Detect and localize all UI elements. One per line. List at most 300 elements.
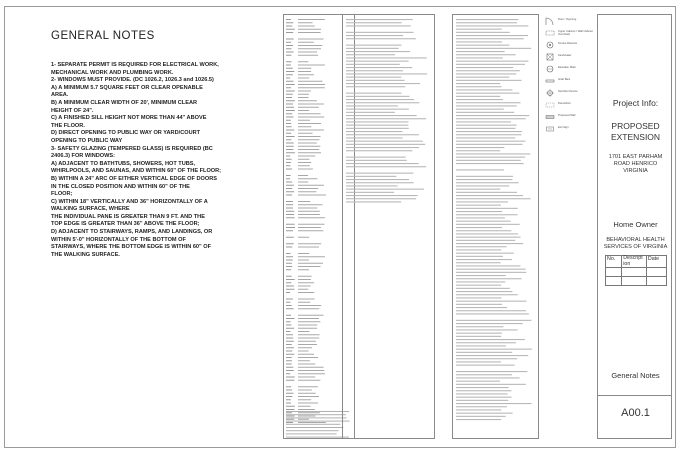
abbreviation-code <box>286 399 291 400</box>
abbreviation-code <box>286 292 290 293</box>
note-line: C) A FINISHED SILL HEIGHT NOT MORE THAN 44" ABOVE <box>51 115 207 122</box>
text-line <box>346 144 425 145</box>
text-line <box>346 201 401 202</box>
abbreviation-meaning <box>298 224 325 225</box>
note-line: IN THE CLOSED POSITION AND WITHIN 60" OF THE <box>51 183 190 190</box>
abbreviation-code <box>286 214 294 215</box>
abbreviation-meaning <box>298 279 311 280</box>
note-line: 1- SEPARATE PERMIT IS REQUIRED FOR ELECTRICAL WORK, <box>51 62 219 68</box>
symbol-label: Proposed Wall <box>558 114 576 117</box>
text-line <box>346 77 401 78</box>
abbreviation-meaning <box>298 87 325 88</box>
text-line <box>346 96 410 97</box>
abbreviation-meaning <box>298 256 325 257</box>
abbreviation-meaning <box>298 94 309 95</box>
abbreviation-code <box>286 55 291 56</box>
text-line <box>456 326 503 327</box>
text-line <box>456 297 502 298</box>
text-line <box>346 48 399 49</box>
symbol-label: Smoke Detector <box>558 42 578 45</box>
text-line <box>456 419 501 420</box>
text-line <box>456 38 524 39</box>
text-line <box>346 67 412 68</box>
abbreviation-meaning <box>298 159 310 160</box>
abbreviation-meaning <box>298 191 316 192</box>
text-line <box>456 22 517 23</box>
abbreviation-meaning <box>298 104 324 105</box>
text-line <box>456 198 531 199</box>
abbreviation-meaning <box>298 126 311 127</box>
abbreviation-meaning <box>298 243 321 244</box>
abbreviation-meaning <box>298 182 308 183</box>
text-line <box>456 409 501 410</box>
text-line <box>346 45 401 46</box>
abbreviation-meaning <box>298 292 314 293</box>
abbreviation-meaning <box>298 113 321 114</box>
note-line: 2- WINDOWS MUST PROVIDE. (DC 1026.2, 1026.3 and 1026.5) <box>51 77 214 84</box>
text-line <box>456 342 516 343</box>
abbreviation-code <box>286 256 293 257</box>
text-line <box>456 397 512 398</box>
abbreviation-meaning <box>298 61 308 62</box>
text-line <box>346 51 410 52</box>
abbreviation-code <box>286 377 295 378</box>
abbreviation-code <box>286 84 295 85</box>
note-line: WHIRLPOOLS, AND SAUNAS, AND WITHIN 60" OF THE FLOOR; <box>51 168 222 175</box>
project-name-line-1: PROPOSED <box>611 121 660 131</box>
text-line <box>346 32 414 33</box>
text-line <box>346 109 409 110</box>
abbreviation-code <box>286 29 295 30</box>
abbreviation-meaning <box>298 390 312 391</box>
symbol-label: Fan/Heater <box>558 54 572 57</box>
abbreviation-meaning <box>298 165 310 166</box>
abbreviation-meaning <box>298 328 317 329</box>
text-line <box>456 329 518 330</box>
abbreviation-code <box>286 286 294 287</box>
abbreviation-meaning <box>298 208 317 209</box>
abbreviation-code <box>286 334 293 335</box>
note-line: AREA. <box>51 92 69 99</box>
abbreviation-meaning <box>298 253 309 254</box>
text-line <box>456 358 517 359</box>
text-line <box>346 57 427 58</box>
text-line <box>346 185 398 186</box>
text-line <box>456 217 505 218</box>
symbol-label: Grab Bars <box>558 78 571 81</box>
title-divider <box>598 395 671 396</box>
text-line <box>456 77 509 78</box>
abbreviation-code <box>286 117 294 118</box>
abbreviation-meaning <box>298 344 317 345</box>
abbreviation-code <box>286 351 292 352</box>
abbreviation-code <box>286 149 293 150</box>
abbreviation-code <box>286 416 295 417</box>
abbreviation-meaning <box>298 152 321 153</box>
text-line <box>456 387 509 388</box>
text-line <box>346 22 402 23</box>
abbreviation-code <box>286 354 294 355</box>
text-line <box>346 157 406 158</box>
abbreviation-code <box>286 305 292 306</box>
abbreviation-code <box>286 282 291 283</box>
abbreviation-meaning <box>298 351 309 352</box>
revision-table <box>605 255 667 286</box>
abbreviation-code <box>286 22 293 23</box>
revision-row <box>606 268 667 277</box>
abbreviation-code <box>286 208 293 209</box>
abbreviation-code <box>286 32 293 33</box>
abbreviation-meaning <box>298 139 320 140</box>
abbreviation-code <box>286 152 295 153</box>
abbreviation-code <box>286 81 293 82</box>
text-line <box>456 144 523 145</box>
revision-row <box>606 277 667 286</box>
text-line <box>346 121 408 122</box>
abbreviation-meaning <box>298 110 309 111</box>
text-line <box>456 67 513 68</box>
text-line <box>456 301 527 302</box>
text-line <box>456 288 510 289</box>
text-line <box>456 406 507 407</box>
abbreviation-meaning <box>298 175 308 176</box>
abbreviation-code <box>286 19 291 20</box>
abbreviation-meaning <box>298 302 310 303</box>
abbreviation-code <box>286 318 295 319</box>
note-line: D) DIRECT OPENING TO PUBLIC WAY OR YARD/COURT <box>51 130 201 137</box>
text-line <box>456 134 522 135</box>
abbreviation-code <box>286 419 294 420</box>
text-line <box>456 48 531 49</box>
text-line <box>456 333 502 334</box>
abbreviation-meaning <box>298 318 319 319</box>
abbreviation-meaning <box>298 416 315 417</box>
text-line <box>456 192 517 193</box>
abbreviation-meaning <box>298 406 311 407</box>
text-line <box>456 246 507 247</box>
text-line <box>456 19 518 20</box>
smoke-detector-icon <box>545 40 555 50</box>
abbreviation-meaning <box>298 237 309 238</box>
text-line <box>456 54 516 55</box>
abbreviation-code <box>286 201 293 202</box>
specification-column-1 <box>342 14 435 439</box>
text-line <box>346 192 394 193</box>
note-line: 2406.3) FOR WINDOWS: <box>51 153 116 160</box>
footnote-line <box>286 417 347 418</box>
symbol-label: Door / Opening <box>558 18 577 21</box>
abbreviation-meaning <box>298 347 312 348</box>
abbreviation-code <box>286 94 293 95</box>
symbol-row <box>545 16 597 28</box>
footnote-line <box>286 437 349 438</box>
specification-text-lines-1 <box>343 15 435 439</box>
abbreviation-meaning <box>298 143 317 144</box>
abbreviation-code <box>286 406 295 407</box>
abbreviation-code <box>286 422 293 423</box>
abbreviation-meaning <box>298 403 318 404</box>
abbreviation-code <box>286 191 294 192</box>
text-line <box>456 150 500 151</box>
abbreviation-code <box>286 338 293 339</box>
note-line: B) A MINIMUM CLEAR WIDTH OF 20', MINIMUM CLEAR <box>51 99 198 106</box>
abbreviation-code <box>286 263 292 264</box>
abbreviation-meaning <box>298 325 317 326</box>
abbreviation-meaning <box>298 45 322 46</box>
text-line <box>346 73 427 74</box>
text-line <box>456 64 525 65</box>
abbreviation-meaning <box>298 97 309 98</box>
note-line: B) WITHIN A 24" ARC OF EITHER VERTICAL EDGE OF DOORS <box>51 175 218 182</box>
text-line <box>456 272 526 273</box>
text-line <box>456 201 508 202</box>
abbreviation-code <box>286 175 291 176</box>
abbreviation-meaning <box>298 130 324 131</box>
text-line <box>456 115 529 116</box>
abbreviation-code <box>286 299 293 300</box>
symbol-row <box>545 28 597 40</box>
abbreviation-code <box>286 347 294 348</box>
abbreviation-meaning <box>298 71 311 72</box>
abbreviation-meaning <box>298 393 316 394</box>
abbreviation-meaning <box>298 84 325 85</box>
note-line: D) ADJACENT TO STAIRWAYS, RAMPS, AND LANDINGS, OR <box>51 229 213 236</box>
abbreviation-code <box>286 78 290 79</box>
text-line <box>456 86 501 87</box>
text-line <box>456 243 523 244</box>
text-line <box>456 163 524 164</box>
text-line <box>456 176 513 177</box>
abbreviation-meaning <box>298 380 320 381</box>
abbreviation-code <box>286 341 294 342</box>
text-line <box>456 102 521 103</box>
abbreviation-code <box>286 146 294 147</box>
text-line <box>456 214 518 215</box>
grab-bar-icon <box>545 76 555 86</box>
text-line <box>346 179 409 180</box>
general-notes-body <box>51 62 271 259</box>
abbreviation-meaning <box>298 78 309 79</box>
symbol-label: Exit Sign <box>558 126 569 129</box>
text-line <box>456 25 528 26</box>
abbreviation-code <box>286 367 293 368</box>
abbreviation-code <box>286 130 294 131</box>
text-line <box>346 99 414 100</box>
text-line <box>346 61 409 62</box>
text-line <box>456 307 507 308</box>
abbreviation-code <box>286 136 295 137</box>
abbreviation-code <box>286 61 292 62</box>
abbreviation-meaning <box>298 227 321 228</box>
rev-col-no: No. <box>606 256 622 268</box>
abbreviation-code <box>286 74 293 75</box>
abbreviation-meaning <box>298 321 320 322</box>
abbreviation-code <box>286 42 291 43</box>
text-line <box>456 259 512 260</box>
text-line <box>456 221 511 222</box>
proposed-wall-icon <box>545 112 555 122</box>
abbreviation-meaning <box>298 39 324 40</box>
abbreviation-code <box>286 386 291 387</box>
text-line <box>456 403 532 404</box>
abbreviation-code <box>286 325 291 326</box>
abbreviation-meaning <box>298 364 315 365</box>
text-line <box>456 83 500 84</box>
abbreviation-meaning <box>298 120 310 121</box>
note-line: WITHIN 5'-0" HORIZONTALLY OF THE BOTTOM OF <box>51 236 186 243</box>
text-line <box>456 131 522 132</box>
text-line <box>346 70 403 71</box>
abbreviation-code <box>286 227 295 228</box>
symbol-row <box>545 112 597 124</box>
abbreviation-meaning <box>298 230 323 231</box>
symbol-row <box>545 100 597 112</box>
abbreviation-code <box>286 91 295 92</box>
abbreviation-code <box>286 224 295 225</box>
text-line <box>456 29 502 30</box>
project-info-label: Project Info: <box>612 98 659 108</box>
text-line <box>346 86 405 87</box>
exit-sign-icon <box>545 124 555 134</box>
abbreviation-code <box>286 247 292 248</box>
abbreviation-meaning <box>298 373 325 374</box>
abbreviation-code <box>286 243 294 244</box>
abbreviation-code <box>286 100 295 101</box>
symbol-row <box>545 40 597 52</box>
abbreviation-code <box>286 45 293 46</box>
footnote-line <box>286 433 337 434</box>
note-line: STAIRWAYS, WHERE THE BOTTOM EDGE IS WITHIN 60" OF <box>51 244 212 251</box>
rev-col-description: Descript ion <box>622 256 647 268</box>
text-line <box>346 141 423 142</box>
text-line <box>456 291 513 292</box>
abbreviation-meaning <box>298 136 321 137</box>
abbreviation-code <box>286 237 294 238</box>
text-line <box>456 208 518 209</box>
abbreviation-meaning <box>298 91 311 92</box>
text-line <box>456 211 502 212</box>
text-line <box>456 365 515 366</box>
abbreviation-meaning <box>298 338 319 339</box>
text-line <box>346 131 402 132</box>
abbreviation-meaning <box>298 331 309 332</box>
title-block <box>597 14 672 439</box>
text-line <box>346 118 426 119</box>
text-line <box>346 137 403 138</box>
text-line <box>456 125 517 126</box>
revision-header-row <box>606 256 667 268</box>
abbreviation-code <box>286 107 294 108</box>
text-line <box>456 141 526 142</box>
footnote-line <box>286 430 339 431</box>
abbreviation-meaning <box>298 211 320 212</box>
text-line <box>456 157 525 158</box>
text-line <box>456 45 510 46</box>
text-line <box>456 57 503 58</box>
text-line <box>456 281 505 282</box>
text-line <box>346 147 419 148</box>
fan-icon <box>545 52 555 62</box>
text-line <box>456 112 514 113</box>
text-line <box>456 32 510 33</box>
abbreviation-meaning <box>298 19 325 20</box>
abbreviation-code <box>286 110 295 111</box>
abbreviation-code <box>286 182 292 183</box>
abbreviation-code <box>286 393 294 394</box>
abbreviation-code <box>286 113 292 114</box>
abbreviation-meaning <box>298 422 326 423</box>
project-name-line-2: EXTENSION <box>610 132 661 142</box>
text-line <box>346 128 409 129</box>
text-line <box>346 176 396 177</box>
text-line <box>456 41 502 42</box>
text-line <box>456 265 521 266</box>
abbreviation-meaning <box>298 32 321 33</box>
note-line: A) ADJACENT TO BATHTUBS, SHOWERS, HOT TUBS, <box>51 160 196 167</box>
text-line <box>456 109 504 110</box>
text-line <box>456 262 501 263</box>
specification-column-2 <box>452 14 539 439</box>
abbreviation-meaning <box>298 100 317 101</box>
abbreviation-meaning <box>298 315 324 316</box>
text-line <box>346 182 414 183</box>
abbreviation-code <box>286 266 292 267</box>
abbreviation-code <box>286 315 291 316</box>
text-line <box>346 80 405 81</box>
sprinkler-icon <box>545 88 555 98</box>
abbreviation-code <box>286 308 294 309</box>
abbreviation-meaning <box>298 305 321 306</box>
text-line <box>456 89 512 90</box>
text-line <box>456 96 500 97</box>
text-line <box>456 185 509 186</box>
abbreviation-meaning <box>298 149 319 150</box>
abbreviation-meaning <box>298 354 314 355</box>
note-line: THE INDIVIDUAL PANE IS GREATER THAN 9 FT. AND THE <box>51 213 205 220</box>
abbreviation-code <box>286 344 292 345</box>
text-line <box>456 323 523 324</box>
abbreviation-meaning <box>298 247 319 248</box>
text-line <box>456 269 526 270</box>
abbreviation-code <box>286 357 292 358</box>
symbol-label: Demolition <box>558 102 571 105</box>
text-line <box>346 134 419 135</box>
abbreviation-code <box>286 26 292 27</box>
text-line <box>456 336 501 337</box>
text-line <box>456 249 501 250</box>
abbreviation-code <box>286 360 292 361</box>
abbreviation-meaning <box>298 269 309 270</box>
text-line <box>456 256 503 257</box>
text-line <box>456 189 500 190</box>
abbreviation-meaning <box>298 286 311 287</box>
abbreviation-meaning <box>298 308 319 309</box>
footnote-line <box>286 421 350 422</box>
abbreviation-meaning <box>298 419 309 420</box>
abbreviation-meaning <box>298 123 321 124</box>
text-line <box>456 70 520 71</box>
demolition-icon <box>545 100 555 110</box>
abbreviation-code <box>286 373 290 374</box>
note-line: HEIGHT OF 24". <box>51 107 94 114</box>
abbreviation-code <box>286 321 291 322</box>
abbreviation-meaning <box>298 357 318 358</box>
abbreviation-meaning <box>298 266 321 267</box>
symbol-row <box>545 88 597 100</box>
abbreviation-meaning <box>298 370 324 371</box>
abbreviation-code <box>286 133 291 134</box>
abbreviation-code <box>286 97 292 98</box>
